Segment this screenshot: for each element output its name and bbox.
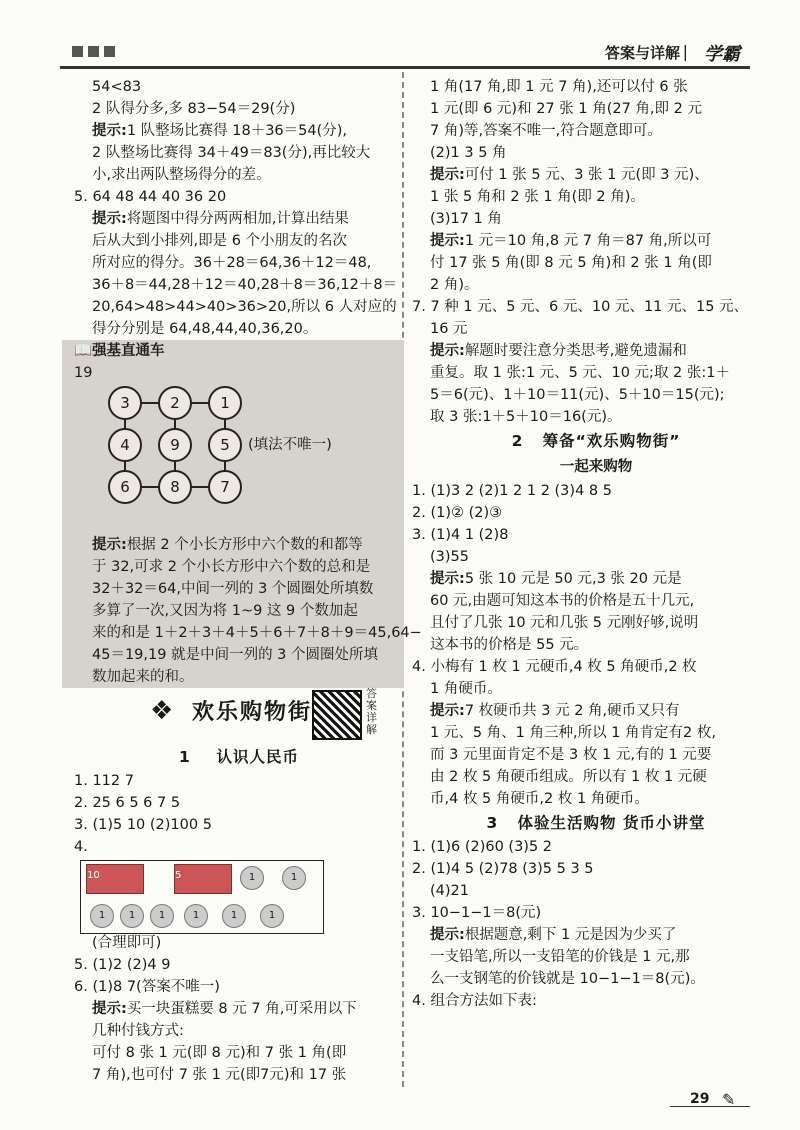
text-line: 1 元、5 角、1 角三种,所以 1 角肯定有2 枚, <box>430 725 716 741</box>
page-header <box>60 40 750 70</box>
text-line: 付 17 张 5 角(即 8 元 5 角)和 2 张 1 角(即 <box>430 255 712 271</box>
header-title: 答案与详解 <box>604 44 680 62</box>
puzzle-circle: 2 <box>158 386 192 420</box>
text-line: 可付 8 张 1 元(即 8 元)和 7 张 1 角(即 <box>92 1045 347 1061</box>
book-icon: 📖 <box>74 343 93 359</box>
text-line: 3. (1)4 1 (2)8 <box>412 527 509 543</box>
text-line: 提示:1 元＝10 角,8 元 7 角＝87 角,所以可 <box>430 233 712 249</box>
coin-image: 1 <box>260 904 284 928</box>
practice-box <box>62 340 422 688</box>
text-line: 后从大到小排列,即是 6 个小朋友的名次 <box>92 233 348 249</box>
text-line: 5＝6(元)、1＋10＝11(元)、5＋10＝15(元); <box>430 387 725 403</box>
text-line: 提示:可付 1 张 5 元、3 张 1 元(即 3 元)、 <box>430 167 709 183</box>
section-1-title-text: 认识人民币 <box>216 748 299 766</box>
section-2-number: 2 <box>511 432 524 450</box>
text-line: 4. 小梅有 1 枚 1 元硬币,4 枚 5 角硬币,2 枚 <box>412 659 697 675</box>
text-line: 所对应的得分。36＋28＝64,36＋12＝48, <box>92 255 372 271</box>
puzzle-circle: 5 <box>208 428 242 462</box>
text-line: 36＋8＝44,28＋12＝40,28＋8＝36,12＋8＝ <box>92 277 398 293</box>
coin-image: 1 <box>240 866 264 890</box>
section-3-title-text: 体验生活购物 货币小讲堂 <box>517 814 706 832</box>
text-line: 7 角),也可付 7 张 1 元(即7元)和 17 张 <box>92 1067 347 1083</box>
text-line: 6. (1)8 7(答案不唯一) <box>74 979 220 995</box>
text-line: 提示:将题图中得分两两相加,计算出结果 <box>92 211 349 227</box>
text-line: (3)17 1 角 <box>430 211 502 227</box>
text-line: 4. <box>74 839 88 855</box>
text-line: 7 角)等,答案不唯一,符合题意即可。 <box>430 123 662 139</box>
puzzle-circle: 7 <box>208 470 242 504</box>
text-line: 5. (1)2 (2)4 9 <box>74 957 171 973</box>
text-line: 而 3 元里面肯定不是 3 枚 1 元,有的 1 元要 <box>430 747 712 763</box>
text-line: 一支铅笔,所以一支铅笔的价钱是 1 元,那 <box>430 949 690 965</box>
text-line: 提示:解题时要注意分类思考,避免遗漏和 <box>430 343 687 359</box>
text-line: 于 32,可求 2 个小长方形中六个数的总和是 <box>92 559 371 575</box>
coin-image: 1 <box>184 904 208 928</box>
right-answers-c <box>412 836 780 1012</box>
text-line: 小,求出两队整场得分的差。 <box>92 167 271 183</box>
text-line: 提示:1 队整场比赛得 18＋36＝54(分), <box>92 123 348 139</box>
right-answers-a <box>412 76 780 428</box>
puzzle-circle: 1 <box>208 386 242 420</box>
practice-box-title <box>74 340 404 362</box>
section-2-title <box>412 428 780 454</box>
section-3-title <box>412 810 780 836</box>
text-line: 20,64>48>44>40>36>20,所以 6 人对应的 <box>92 299 397 315</box>
text-line: 1 角(17 角,即 1 元 7 角),还可以付 6 张 <box>430 79 688 95</box>
header-separator: | <box>682 42 688 61</box>
puzzle-circle: 3 <box>108 386 142 420</box>
section-2-title-text: 筹备“欢乐购物街” <box>542 432 681 450</box>
text-line: 且付了几张 10 元和几张 5 元刚好够,说明 <box>430 615 699 631</box>
practice-box-title-text: 强基直通车 <box>92 343 165 359</box>
puzzle-note: (填法不唯一) <box>248 437 332 453</box>
qr-label: 答案详解 <box>366 687 377 736</box>
chapter-heading <box>74 688 404 744</box>
text-line: 60 元,由题可知这本书的价格是五十几元, <box>430 593 695 609</box>
section-1-answers <box>74 770 404 858</box>
text-line: 3. 10−1−1＝8(元) <box>412 905 542 921</box>
text-line: 这本书的价格是 55 元。 <box>430 637 589 653</box>
text-line: 5. 64 48 44 40 36 20 <box>74 189 227 205</box>
circle-puzzle <box>74 384 404 534</box>
text-line: 2 队得分多,多 83−54＝29(分) <box>92 101 296 117</box>
page-number: 29 <box>690 1091 710 1107</box>
text-line: 提示:买一块蛋糕要 8 元 7 角,可采用以下 <box>92 1001 357 1017</box>
text-line: 2 角)。 <box>430 277 479 293</box>
right-answers-b <box>412 480 780 810</box>
header-squares <box>72 46 115 57</box>
banknote-image <box>86 864 144 894</box>
text-line: 7. 7 种 1 元、5 元、6 元、10 元、11 元、15 元、 <box>412 299 749 315</box>
header-rule <box>60 66 750 69</box>
banknote-image <box>174 864 232 894</box>
banknote-label: 5 <box>175 870 182 881</box>
section-1-title <box>74 744 404 770</box>
pencil-icon: ✎ <box>722 1090 736 1109</box>
section-3-number: 3 <box>486 814 499 832</box>
coin-image: 1 <box>120 904 144 928</box>
text-line: 2 队整场比赛得 34＋49＝83(分),再比较大 <box>92 145 371 161</box>
text-line: 1. 112 7 <box>74 773 134 789</box>
text-line: 2. 25 6 5 6 7 5 <box>74 795 181 811</box>
text-line: 45＝19,19 就是中间一列的 3 个圆圈处所填 <box>92 647 379 663</box>
text-line: 16 元 <box>430 321 468 337</box>
left-column <box>74 76 422 1086</box>
text-line: (4)21 <box>430 883 469 899</box>
text-line: 么一支钢笔的价钱就是 10−1−1＝8(元)。 <box>430 971 705 987</box>
text-line: 2. (1)4 5 (2)78 (3)5 5 3 5 <box>412 861 594 877</box>
text-line: 提示:根据题意,剩下 1 元是因为少买了 <box>430 927 677 943</box>
chapter-title: 欢乐购物街 <box>192 700 313 725</box>
page-number-rule <box>670 1106 750 1107</box>
text-line: 重复。取 1 张:1 元、5 元、10 元;取 2 张:1＋ <box>430 365 730 381</box>
text-line: 1 角硬币。 <box>430 681 502 697</box>
banknote-label: 10 <box>87 870 100 881</box>
text-line: 提示:5 张 10 元是 50 元,3 张 20 元是 <box>430 571 682 587</box>
text-line: (3)55 <box>430 549 469 565</box>
puzzle-circle: 8 <box>158 470 192 504</box>
puzzle-circle: 9 <box>158 428 192 462</box>
text-line: 32＋32＝64,中间一列的 3 个圆圈处所填数 <box>92 581 374 597</box>
text-line: 数加起来的和。 <box>92 669 194 685</box>
header-brand: 学霸 <box>704 44 740 65</box>
text-line: 54<83 <box>92 79 142 95</box>
text-line: 由 2 枚 5 角硬币组成。所以有 1 枚 1 元硬 <box>430 769 707 785</box>
section-1-number: 1 <box>179 748 191 766</box>
text-line: 得分分别是 64,48,44,40,36,20。 <box>92 321 318 337</box>
section-1-more-answers <box>74 932 404 1086</box>
text-line: 币,4 枚 5 角硬币,2 枚 1 角硬币。 <box>430 791 649 807</box>
text-line: 取 3 张:1＋5＋10＝16(元)。 <box>430 409 622 425</box>
left-top-block <box>74 76 404 340</box>
text-line: (合理即可) <box>92 935 162 951</box>
coin-image: 1 <box>150 904 174 928</box>
text-line: 提示:7 枚硬币共 3 元 2 角,硬币又只有 <box>430 703 680 719</box>
coin-image: 1 <box>90 904 114 928</box>
text-line: (2)1 3 5 角 <box>430 145 507 161</box>
right-column <box>412 76 780 1012</box>
practice-box-text <box>74 534 422 688</box>
text-line: 2. (1)② (2)③ <box>412 505 503 521</box>
text-line: 来的和是 1＋2＋3＋4＋5＋6＋7＋8＋9＝45,64− <box>92 625 422 641</box>
qr-code[interactable] <box>312 690 362 740</box>
section-2-subtitle: 一起来购物 <box>559 459 633 475</box>
puzzle-circle: 4 <box>108 428 142 462</box>
text-line: 3. (1)5 10 (2)100 5 <box>74 817 212 833</box>
text-line: 1 元(即 6 元)和 27 张 1 角(27 角,即 2 元 <box>430 101 702 117</box>
text-line: 1. (1)6 (2)60 (3)5 2 <box>412 839 553 855</box>
text-line: 提示:根据 2 个小长方形中六个数的和都等 <box>92 537 363 553</box>
text-line: 1 张 5 角和 2 张 1 角(即 2 角)。 <box>430 189 645 205</box>
diamond-arrows-icon: ❖ <box>150 696 174 726</box>
coin-image: 1 <box>282 866 306 890</box>
text-line: 几种付钱方式: <box>92 1023 184 1039</box>
problem-number: 19 <box>74 365 93 381</box>
text-line: 1. (1)3 2 (2)1 2 1 2 (3)4 8 5 <box>412 483 612 499</box>
text-line: 多算了一次,又因为将 1~9 这 9 个数加起 <box>92 603 358 619</box>
money-figure <box>74 858 404 932</box>
text-line: 4. 组合方法如下表: <box>412 993 537 1009</box>
puzzle-circle: 6 <box>108 470 142 504</box>
coin-image: 1 <box>222 904 246 928</box>
